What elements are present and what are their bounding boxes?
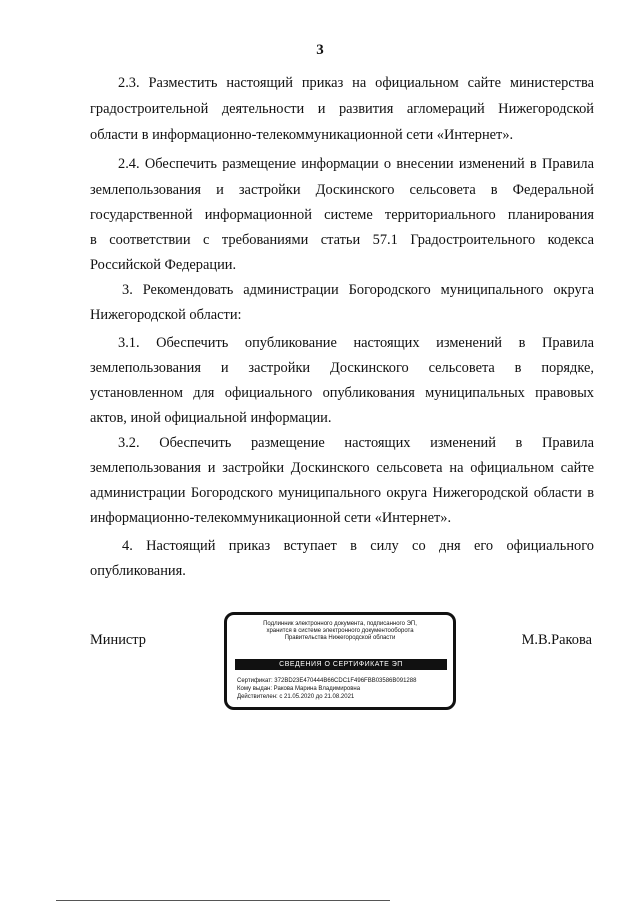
paragraph-3-2-line-4: информационно-телекоммуникационной сети «Интернет».: [90, 510, 452, 526]
signatory-name: М.В.Ракова: [521, 632, 592, 648]
paragraph-3-1-line-1: 3.1. Обеспечить опубликование настоящих изменений в Правила: [118, 335, 594, 351]
paragraph-3-2-line-2: землепользования и застройки Доскинского сельсовета на официальном сайте: [90, 460, 594, 476]
page-number: 3: [316, 42, 324, 58]
paragraph-2-4-line-3: государственной информационной системе территориального планирования: [90, 207, 594, 223]
paragraph-2-3-line-1: 2.3. Разместить настоящий приказ на официальном сайте министерства: [118, 75, 594, 91]
stamp-note-line: хранится в системе электронного документооборота: [266, 628, 414, 634]
stamp-note-line: Подлинник электронного документа, подписанного ЭП,: [263, 621, 417, 627]
paragraph-2-4-line-1: 2.4. Обеспечить размещение информации о внесении изменений в Правила: [118, 156, 594, 172]
paragraph-3-1-line-3: установленном для официального опубликования муниципальных правовых: [90, 385, 594, 401]
stamp-note: [227, 621, 453, 642]
stamp-certificate-header: СВЕДЕНИЯ О СЕРТИФИКАТЕ ЭП: [235, 659, 447, 670]
stamp-issued-to: Кому выдан: Ракова Марина Владимировна: [237, 686, 361, 692]
paragraph-2-3-line-3: области в информационно-телекоммуникационной сети «Интернет».: [90, 127, 514, 143]
paragraph-3-line-1: 3. Рекомендовать администрации Богородского муниципального округа: [122, 282, 594, 298]
signatory-role: Министр: [90, 632, 146, 648]
stamp-validity: Действителен: с 21.05.2020 до 21.08.2021: [237, 694, 355, 700]
paragraph-2-4-line-2: землепользования и застройки Доскинского сельсовета в Федеральной: [90, 182, 594, 198]
stamp-certificate-number: Сертификат: 372BD23E470444B66CDC1F496FBB03586B091288: [237, 678, 417, 684]
paragraph-4-line-1: 4. Настоящий приказ вступает в силу со дня его официального: [122, 538, 594, 554]
paragraph-3-line-2: Нижегородской области:: [90, 307, 242, 323]
paragraph-2-4-line-5: Российской Федерации.: [90, 257, 237, 273]
paragraph-3-2-line-1: 3.2. Обеспечить размещение настоящих изменений в Правила: [118, 435, 594, 451]
paragraph-2-3-line-2: градостроительной деятельности и развития агломераций Нижегородской: [90, 101, 594, 117]
paragraph-3-2-line-3: администрации Богородского муниципального округа Нижегородской области в: [90, 485, 594, 501]
paragraph-4-line-2: опубликования.: [90, 563, 186, 579]
stamp-note-line: Правительства Нижегородской области: [284, 635, 396, 641]
paragraph-3-1-line-4: актов, иной официальной информации.: [90, 410, 332, 426]
paragraph-2-4-line-4: в соответствии с требованиями статьи 57.1 Градостроительного кодекса: [90, 232, 594, 248]
paragraph-3-1-line-2: землепользования и застройки Доскинского сельсовета в порядке,: [90, 360, 594, 376]
footer-divider: [56, 900, 390, 901]
electronic-signature-stamp: [224, 612, 456, 710]
